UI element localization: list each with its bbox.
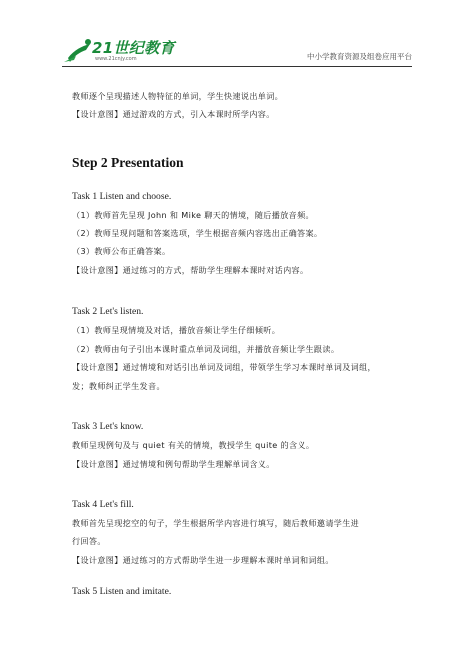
task-2-line-1: （1）教师呈现情境及对话，播放音频让学生仔细倾听。 [72, 325, 281, 335]
task-1-line-1: （1）教师首先呈现 John 和 Mike 聊天的情境，随后播放音频。 [72, 210, 314, 220]
task-4-line-1: 教师首先呈现挖空的句子，学生根据所学内容进行填写，随后教师邀请学生进 [72, 518, 360, 528]
task-1-title: Task 1 Listen and choose. [72, 191, 172, 202]
task-2-line-2: （2）教师由句子引出本课时重点单词及词组，并播放音频让学生跟读。 [72, 344, 340, 354]
task-3-line-2: 【设计意图】通过情境和例句帮助学生理解单词含义。 [72, 459, 275, 469]
header-divider [62, 66, 412, 67]
task-3-line-1: 教师呈现例句及与 quiet 有关的情境，教授学生 quite 的含义。 [72, 440, 315, 450]
platform-name: 中小学教育资源及组卷应用平台 [307, 52, 412, 61]
intro-line-1: 教师逐个呈现描述人物特征的单词，学生快速说出单词。 [72, 91, 284, 101]
task-1-line-3: （3）教师公布正确答案。 [72, 246, 171, 256]
logo-url: www.21cnjy.com [95, 56, 137, 62]
task-4-line-2: 行回答。 [72, 536, 106, 546]
page-header [0, 0, 474, 76]
task-2-line-3: 【设计意图】通过情境和对话引出单词及词组，带领学生学习本课时单词及词组， [72, 362, 376, 372]
task-4-title: Task 4 Let's fill. [72, 499, 134, 510]
task-1-line-2: （2）教师呈现问题和答案选项，学生根据音频内容选出正确答案。 [72, 228, 323, 238]
task-2-line-4: 发；教师纠正学生发音。 [72, 381, 165, 391]
step-heading: Step 2 Presentation [72, 155, 184, 170]
task-2-title: Task 2 Let's listen. [72, 306, 144, 317]
logo-text: 21世纪教育 [92, 39, 175, 57]
task-4-line-3: 【设计意图】通过练习的方式帮助学生进一步理解本课时单词和词组。 [72, 555, 334, 565]
task-5-title: Task 5 Listen and imitate. [72, 586, 172, 597]
task-1-line-4: 【设计意图】通过练习的方式，帮助学生理解本课时对话内容。 [72, 265, 309, 275]
task-3-title: Task 3 Let's know. [72, 421, 144, 432]
intro-line-2: 【设计意图】通过游戏的方式，引入本课时所学内容。 [72, 109, 275, 119]
